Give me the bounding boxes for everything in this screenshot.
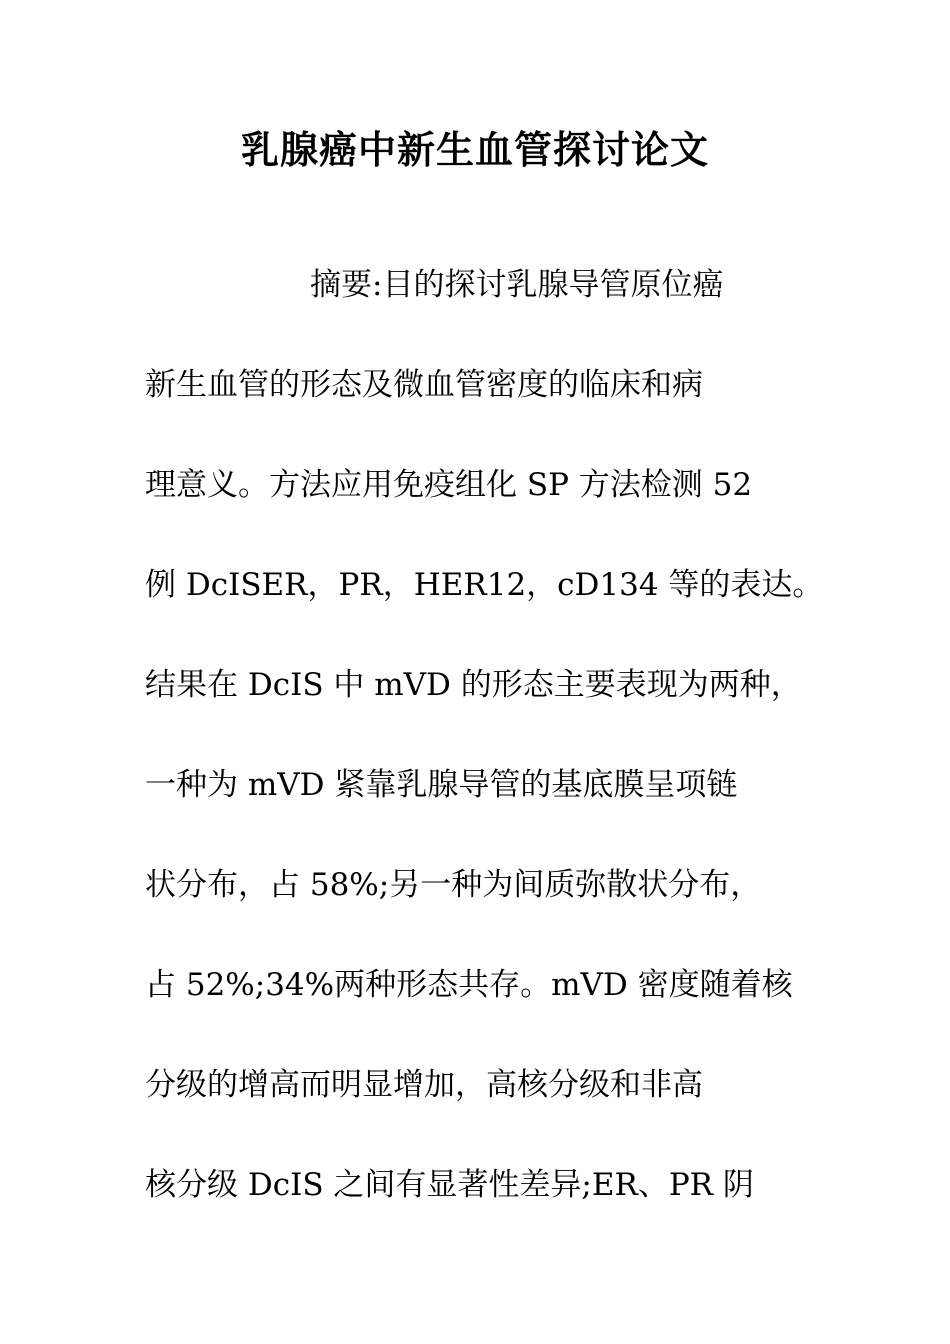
abstract-line-5: 结果在 DcIS 中 mVD 的形态主要表现为两种， bbox=[145, 667, 802, 703]
document-title: 乳腺癌中新生血管探讨论文 bbox=[240, 128, 709, 172]
abstract-line-6: 一种为 mVD 紧靠乳腺导管的基底膜呈项链 bbox=[145, 767, 738, 803]
abstract-line-10: 核分级 DcIS 之间有显著性差异;ER、PR 阴 bbox=[145, 1167, 754, 1203]
abstract-line-4: 例 DcISER，PR，HER12，cD134 等的表达。 bbox=[145, 567, 824, 603]
abstract-line-2: 新生血管的形态及微血管密度的临床和病 bbox=[145, 367, 703, 403]
abstract-line-7: 状分布，占 58%;另一种为间质弥散状分布， bbox=[145, 867, 762, 903]
abstract-line-1: 摘要:目的探讨乳腺导管原位癌 bbox=[310, 267, 724, 303]
abstract-line-9: 分级的增高而明显增加，高核分级和非高 bbox=[145, 1067, 703, 1103]
abstract-line-3: 理意义。方法应用免疫组化 SP 方法检测 52 bbox=[145, 467, 753, 503]
abstract-line-8: 占 52%;34%两种形态共存。mVD 密度随着核 bbox=[145, 967, 793, 1003]
